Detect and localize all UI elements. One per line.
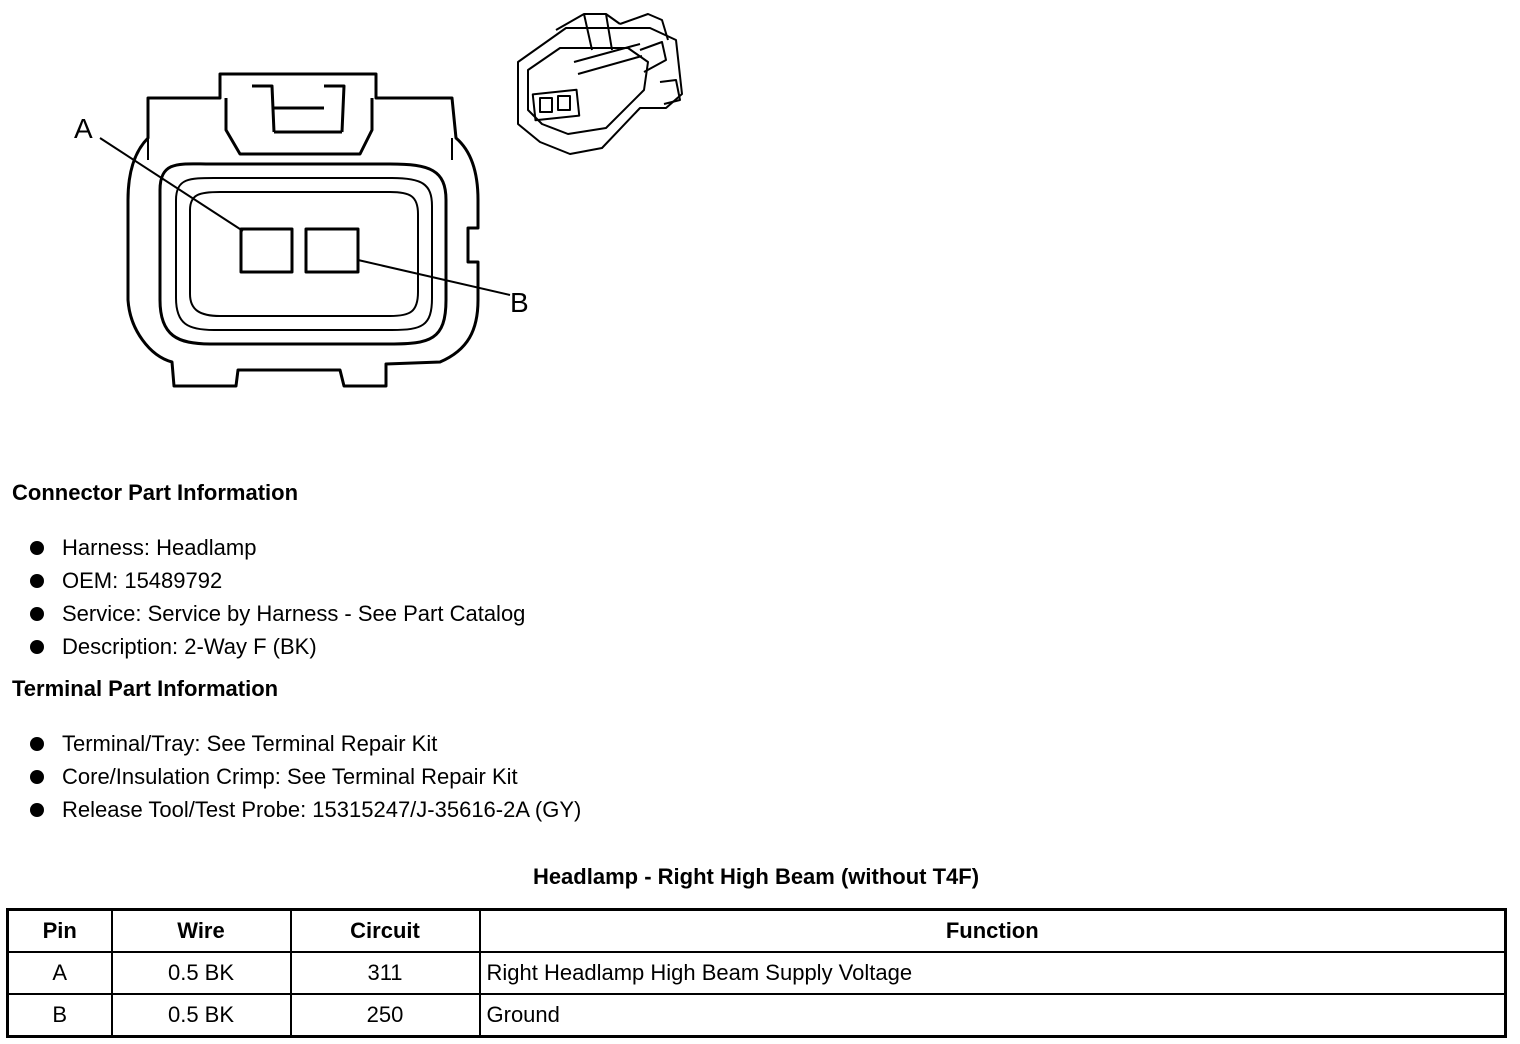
circuit-cell: 250 [291, 994, 480, 1037]
list-item: OEM: 15489792 [28, 564, 525, 597]
pin-cell: A [8, 952, 112, 994]
column-header-wire: Wire [112, 910, 291, 953]
pin-cell: B [8, 994, 112, 1037]
cavity-b [306, 229, 358, 272]
connector-isometric-view [518, 14, 682, 154]
wire-cell: 0.5 BK [112, 994, 291, 1037]
callout-b-label: B [510, 287, 529, 318]
circuit-cell: 311 [291, 952, 480, 994]
bullet-icon [30, 574, 44, 588]
bullet-icon [30, 640, 44, 654]
table-row [8, 952, 1506, 994]
connector-info-list [28, 531, 525, 663]
list-item: Harness: Headlamp [28, 531, 525, 564]
wire-cell: 0.5 BK [112, 952, 291, 994]
function-cell: Right Headlamp High Beam Supply Voltage [480, 952, 1506, 994]
function-cell: Ground [480, 994, 1506, 1037]
cavity-a [241, 229, 292, 272]
connector-info-heading: Connector Part Information [12, 480, 299, 505]
list-item: Terminal/Tray: See Terminal Repair Kit [28, 727, 581, 760]
terminal-info-heading: Terminal Part Information [12, 676, 279, 701]
list-item: Description: 2-Way F (BK) [28, 630, 525, 663]
list-item: Service: Service by Harness - See Part Catalog [28, 597, 525, 630]
pin-table-title: Headlamp - Right High Beam (without T4F) [532, 864, 980, 889]
column-header-function: Function [480, 910, 1506, 953]
table-header-row [8, 910, 1506, 953]
bullet-icon [30, 541, 44, 555]
bullet-icon [30, 803, 44, 817]
column-header-pin: Pin [8, 910, 112, 953]
bullet-icon [30, 607, 44, 621]
bullet-icon [30, 737, 44, 751]
list-item: Core/Insulation Crimp: See Terminal Repair Kit [28, 760, 581, 793]
table-row [8, 994, 1506, 1037]
bullet-icon [30, 770, 44, 784]
connector-diagram [0, 0, 1520, 440]
callout-a-label: A [74, 113, 93, 144]
list-item: Release Tool/Test Probe: 15315247/J-35616-2A (GY) [28, 793, 581, 826]
pin-table [6, 908, 1507, 1038]
terminal-info-list [28, 727, 581, 826]
column-header-circuit: Circuit [291, 910, 480, 953]
